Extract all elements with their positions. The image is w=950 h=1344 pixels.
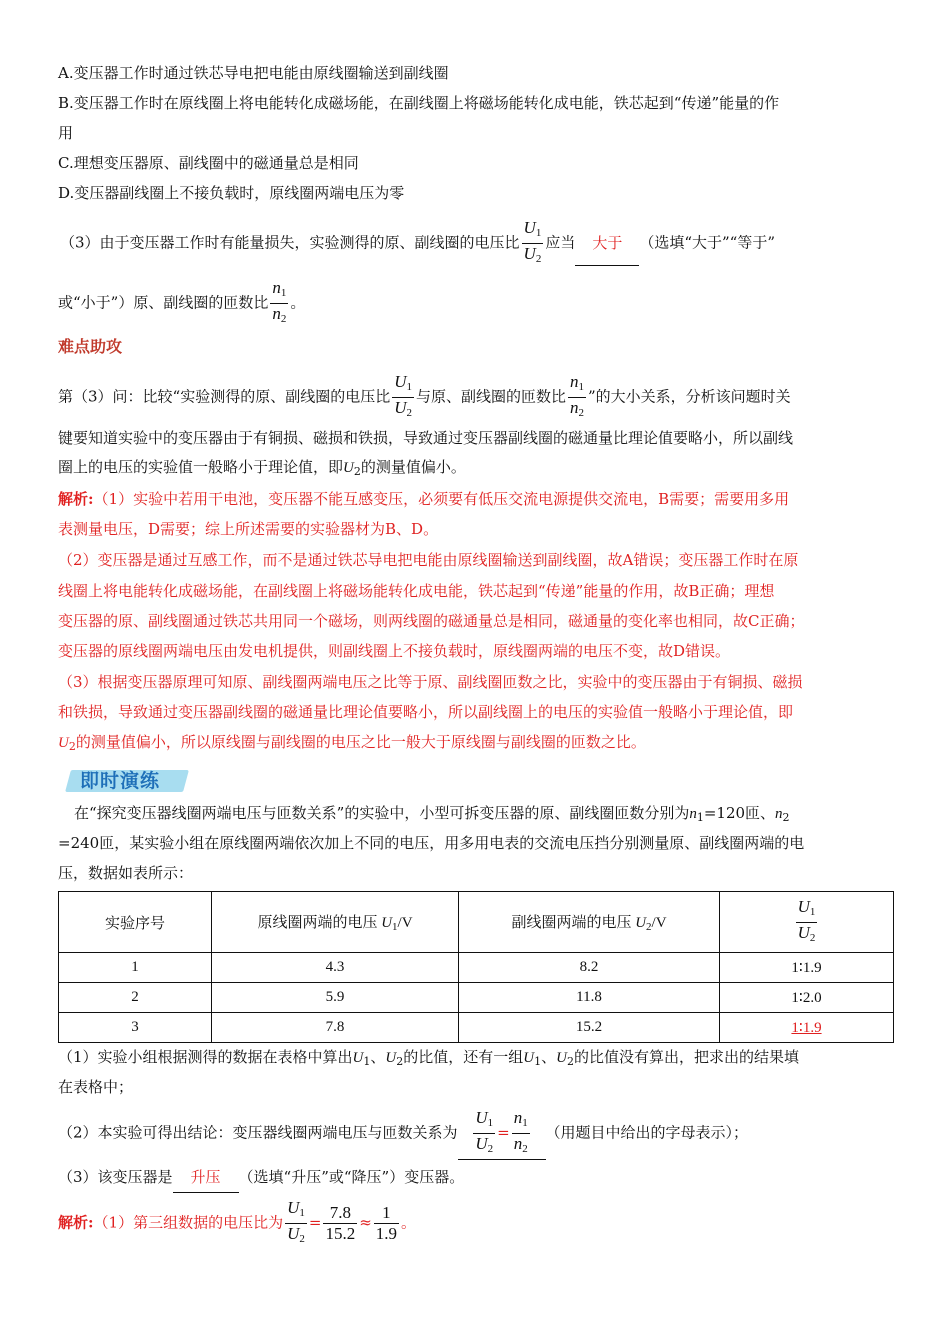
turns-ratio-fraction: $\frac{n_1}{n_2}$	[570, 372, 585, 419]
cell-u2: 8.2	[459, 953, 720, 983]
cell-index: 1	[59, 953, 212, 983]
numeric-fraction	[323, 1203, 357, 1244]
cell-u1: 4.3	[212, 953, 459, 983]
header-ratio	[720, 892, 894, 953]
option-a: A.变压器工作时通过铁芯导电把电能由原线圈输送到副线圈	[58, 64, 449, 82]
q3-answer-blank[interactable]: 大于	[575, 221, 639, 266]
header-u1-label: 原线圈两端的电压	[257, 915, 378, 931]
practice-badge	[58, 764, 188, 794]
option-b-line1: B.变压器工作时在原线圈上将电能转化成磁场能，在副线圈上将磁场能转化成电能，铁芯起到“传递”能量的作	[58, 94, 780, 112]
ratio-answer: 1∶1.9	[791, 1020, 822, 1036]
analysis-line2: 表测量电压，D需要；综上所述需要的实验器材为B、D。	[58, 520, 439, 538]
fraction-den: 1.9	[375, 1224, 398, 1243]
practice-q1-line2: 在表格中；	[58, 1078, 134, 1096]
difficulty-l3b: 的测量值偏小。	[360, 458, 466, 476]
cell-u2: 15.2	[459, 1013, 720, 1043]
q3-practice-answer-blank[interactable]: 升压	[173, 1162, 239, 1193]
analysis-l1: （1）实验中若用干电池，变压器不能互感变压，必须要有低压交流电源提供交流电，B需要；需要用多用	[93, 490, 790, 508]
q3-suffix: （选填“大于”“等于”	[639, 233, 776, 252]
difficulty-l1b: 与原、副线圈的匝数比	[416, 387, 567, 406]
analysis2: 解析:（1）第三组数据的电压比为 $\frac{U_1}{U_2}$ = $\frac{7.8}{15.2}$ ≈ $\frac{1}{1.9}$ 。	[58, 1198, 894, 1249]
question-3-line1	[60, 218, 896, 269]
practice-q2	[58, 1108, 894, 1160]
difficulty-line2: 键要知道实验中的变压器由于有铜损、磁损和铁损，导致通过变压器副线圈的磁通量比理论值要略小，所以副线	[58, 429, 794, 447]
q3-mid: 应当	[545, 233, 576, 252]
practice-q1-line1: （1）实验小组根据测得的数据在表格中算出$U_1$、$U_2$的比值，还有一组$U_1$、$U_2$的比值没有算出，把求出的结果填	[58, 1048, 799, 1068]
voltage-ratio-fraction: $\frac{U_1}{U_2}$	[287, 1198, 305, 1245]
analysis-line7: （3）根据变压器原理可知原、副线圈两端电压之比等于原、副线圈匝数之比，实验中的变压器由于有铜损、磁损	[58, 673, 803, 691]
difficulty-l3a: 圈上的电压的实验值一般略小于理论值，即	[58, 458, 344, 476]
analysis-line8: 和铁损，导致通过变压器副线圈的磁通量比理论值要略小，所以副线圈上的电压的实验值一般略小于理论值，即	[58, 703, 794, 721]
practice-l1b: =120匝、	[703, 804, 776, 822]
analysis-l9b: 的测量值偏小，所以原线圈与副线圈的电压之比一般大于原线圈与副线圈的匝数之比。	[75, 733, 646, 751]
q3-prefix: （3）由于变压器工作时有能量损失，实验测得的原、副线圈的电压比	[60, 233, 520, 252]
analysis2-text: （1）第三组数据的电压比为	[93, 1213, 284, 1232]
cell-u1: 7.8	[212, 1013, 459, 1043]
pq2b: （用题目中给出的字母表示）；	[545, 1123, 749, 1142]
analysis-line9: $U_2$的测量值偏小，所以原线圈与副线圈的电压之比一般大于原线圈与副线圈的匝数之比。	[58, 733, 646, 753]
difficulty-l1c: ”的大小关系，分析该问题时关	[588, 387, 791, 406]
cell-u1: 5.9	[212, 983, 459, 1013]
cell-u2: 11.8	[459, 983, 720, 1013]
voltage-ratio-fraction: $\frac{U_1}{U_2}$	[394, 372, 412, 419]
analysis-line1	[58, 484, 894, 514]
analysis-line3: （2）变压器是通过互感工作，而不是通过铁芯导电把电能由原线圈输送到副线圈，故A错误；变压器工作时在原	[58, 551, 799, 569]
pq1c: 的比值没有算出，把求出的结果填	[573, 1048, 799, 1066]
voltage-ratio-fraction: $\frac{U_1}{U_2}$	[797, 896, 816, 944]
numeric-fraction	[374, 1203, 399, 1244]
q3-end: 。	[290, 293, 306, 312]
cell-ratio-answer[interactable]	[720, 1013, 894, 1043]
table-row	[59, 1013, 894, 1043]
fraction-num: 7.8	[323, 1203, 357, 1224]
turns-ratio-fraction: $\frac{n_1}{n_2}$	[272, 278, 287, 325]
cell-ratio: 1∶2.0	[720, 983, 894, 1013]
pq1b: 的比值，还有一组	[403, 1048, 524, 1066]
difficulty-line1	[58, 372, 894, 423]
fraction-den: 15.2	[325, 1224, 356, 1243]
header-index: 实验序号	[59, 892, 212, 953]
header-u2-label: 副线圈两端的电压	[511, 915, 632, 931]
difficulty-heading: 难点助攻	[58, 337, 123, 356]
analysis-line6: 变压器的原线圈两端电压由发电机提供，则副线圈上不接负载时，原线圈两端的电压不变，故D错误。	[58, 642, 731, 660]
practice-line2: =240匝，某实验小组在原线圈两端依次加上不同的电压，用多用电表的交流电压挡分别测量原、副线圈两端的电	[58, 834, 805, 852]
pq3a: （3）该变压器是	[58, 1168, 173, 1186]
analysis-line5: 变压器的原、副线圈通过铁芯共用同一个磁场，则两线圈的磁通量总是相同，磁通量的变化率也相同，故C正确；	[58, 612, 805, 630]
pq1a: （1）实验小组根据测得的数据在表格中算出	[58, 1048, 353, 1066]
difficulty-l1a: 第（3）问：比较“实验测得的原、副线圈的电压比	[58, 387, 391, 406]
cell-ratio: 1∶1.9	[720, 953, 894, 983]
option-c: C.理想变压器原、副线圈中的磁通量总是相同	[58, 154, 359, 172]
header-u2: 副线圈两端的电压 $U_2/V$	[459, 892, 720, 953]
cell-index: 3	[59, 1013, 212, 1043]
data-table	[58, 891, 894, 1043]
option-d: D.变压器副线圈上不接负载时，原线圈两端电压为零	[58, 184, 405, 202]
analysis2-label: 解析:	[58, 1213, 94, 1232]
fraction-num: 1	[374, 1203, 399, 1224]
practice-line3: 压，数据如表所示：	[58, 864, 194, 882]
practice-badge-label: 即时演练	[80, 770, 161, 792]
header-u1: 原线圈两端的电压 $U_1/V$	[212, 892, 459, 953]
voltage-ratio-fraction: $\frac{U_1}{U_2}$	[475, 1108, 494, 1155]
q3-line2-text: 或“小于”）原、副线圈的匝数比	[58, 293, 269, 312]
practice-l1a: 在“探究变压器线圈两端电压与匝数关系”的实验中，小型可拆变压器的原、副线圈匝数分别为	[74, 804, 690, 822]
practice-q3	[58, 1162, 894, 1193]
pq2a: （2）本实验可得出结论：变压器线圈两端电压与匝数关系为	[58, 1123, 458, 1142]
q2-answer-blank[interactable]: $\frac{U_1}{U_2}$ = $\frac{n_1}{n_2}$	[458, 1108, 546, 1160]
table-row	[59, 953, 894, 983]
difficulty-line3: 圈上的电压的实验值一般略小于理论值，即$U_2$的测量值偏小。	[58, 458, 466, 478]
practice-line1: 在“探究变压器线圈两端电压与匝数关系”的实验中，小型可拆变压器的原、副线圈匝数分别为$n_1=120$匝、$n_2$	[74, 804, 790, 824]
table-header-row	[59, 892, 894, 953]
pq3b: （选填“升压”或“降压”）变压器。	[238, 1168, 465, 1186]
analysis-label: 解析:	[58, 490, 94, 508]
question-3-line2	[58, 278, 894, 329]
voltage-ratio-fraction: $\frac{U_1}{U_2}$	[523, 218, 542, 265]
turns-ratio-fraction: $\frac{n_1}{n_2}$	[513, 1108, 528, 1155]
table-row	[59, 983, 894, 1013]
cell-index: 2	[59, 983, 212, 1013]
analysis2-end: 。	[401, 1213, 417, 1232]
analysis-line4: 线圈上将电能转化成磁场能，在副线圈上将磁场能转化成电能，铁芯起到“传递”能量的作用，故B正确；理想	[58, 582, 775, 600]
option-b-line2: 用	[58, 124, 74, 142]
